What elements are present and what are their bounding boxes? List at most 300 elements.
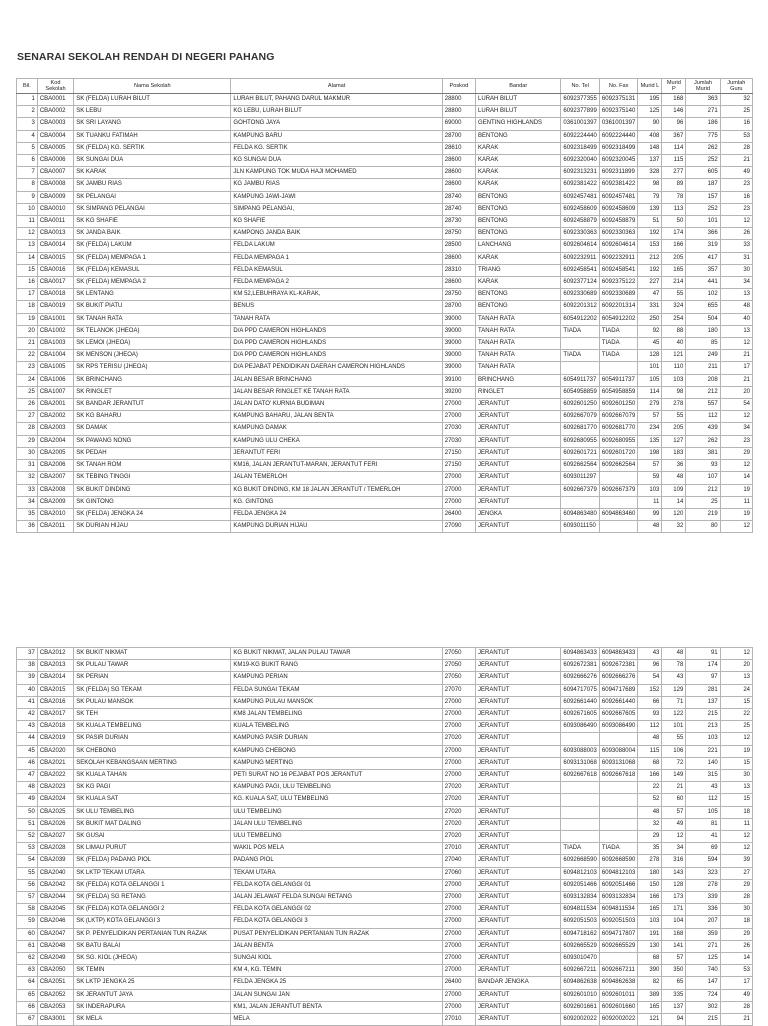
- cell-poskod: 27060: [442, 867, 475, 879]
- cell-kod-sekolah: CBA2009: [37, 496, 73, 508]
- cell-alamat: FELDA JENGKA 25: [231, 977, 442, 989]
- cell-murid-p: 12: [662, 831, 686, 843]
- cell-murid-l: 48: [638, 806, 662, 818]
- cell-alamat: D/A PEJABAT PENDIDIKAN DAERAH CAMERON HIGHLANDS: [231, 362, 442, 374]
- cell-no-tel: 6093010470: [561, 953, 600, 965]
- cell-jumlah-murid: 359: [686, 928, 720, 940]
- cell-no-fax: 6092665529: [599, 940, 638, 952]
- cell-bandar: JERANTUT: [476, 940, 561, 952]
- cell-bil: 7: [17, 167, 38, 179]
- cell-bandar: JERANTUT: [476, 472, 561, 484]
- cell-bil: 21: [17, 338, 38, 350]
- cell-jumlah-guru: 23: [720, 203, 752, 215]
- cell-bandar: TANAH RATA: [476, 313, 561, 325]
- cell-nama-sekolah: SK PAWANG NONG: [74, 435, 231, 447]
- cell-poskod: 27000: [442, 1001, 475, 1013]
- cell-bandar: JERANTUT: [476, 770, 561, 782]
- table-row: [17, 745, 753, 757]
- cell-no-tel: [561, 362, 600, 374]
- table-row: [17, 264, 753, 276]
- cell-murid-l: 92: [638, 325, 662, 337]
- cell-nama-sekolah: SK MENSON (JHEOA): [74, 350, 231, 362]
- cell-bil: 45: [17, 745, 38, 757]
- cell-kod-sekolah: CBA1001: [37, 313, 73, 325]
- header-alamat: Alamat: [231, 79, 442, 94]
- cell-kod-sekolah: CBA0009: [37, 191, 73, 203]
- cell-bandar: JERANTUT: [476, 794, 561, 806]
- cell-no-tel: 6092666276: [561, 672, 600, 684]
- cell-jumlah-murid: 315: [686, 770, 720, 782]
- cell-no-fax: 6092667618: [599, 770, 638, 782]
- cell-no-tel: 6092601661: [561, 1001, 600, 1013]
- cell-bil: 34: [17, 496, 38, 508]
- cell-murid-l: 192: [638, 264, 662, 276]
- cell-murid-l: 11: [638, 496, 662, 508]
- cell-nama-sekolah: SK PERIAN: [74, 672, 231, 684]
- cell-alamat: JALAN SUNGAI JAN: [231, 989, 442, 1001]
- cell-bil: 39: [17, 672, 38, 684]
- cell-murid-l: 166: [638, 770, 662, 782]
- cell-jumlah-murid: 25: [686, 496, 720, 508]
- cell-bandar: JERANTUT: [476, 843, 561, 855]
- cell-bil: 12: [17, 228, 38, 240]
- cell-bandar: JERANTUT: [476, 721, 561, 733]
- cell-no-fax: 6092662564: [599, 460, 638, 472]
- cell-bandar: JERANTUT: [476, 806, 561, 818]
- cell-no-fax: 6092601250: [599, 399, 638, 411]
- cell-murid-p: 60: [662, 794, 686, 806]
- table-row: [17, 472, 753, 484]
- cell-poskod: 27000: [442, 770, 475, 782]
- cell-murid-p: 32: [662, 521, 686, 533]
- cell-bil: 58: [17, 904, 38, 916]
- cell-kod-sekolah: CBA0019: [37, 301, 73, 313]
- cell-kod-sekolah: CBA2001: [37, 399, 73, 411]
- cell-bandar: JERANTUT: [476, 892, 561, 904]
- cell-poskod: 27000: [442, 879, 475, 891]
- cell-no-fax: 6093086490: [599, 721, 638, 733]
- cell-bandar: JERANTUT: [476, 411, 561, 423]
- cell-murid-l: 114: [638, 386, 662, 398]
- cell-kod-sekolah: CBA2024: [37, 794, 73, 806]
- cell-alamat: JALAN ULU TEMBELING: [231, 818, 442, 830]
- cell-bandar: JERANTUT: [476, 484, 561, 496]
- cell-bandar: JERANTUT: [476, 660, 561, 672]
- cell-bil: 11: [17, 216, 38, 228]
- cell-kod-sekolah: CBA2018: [37, 721, 73, 733]
- cell-bandar: LURAH BILUT: [476, 106, 561, 118]
- cell-bandar: KARAK: [476, 179, 561, 191]
- cell-kod-sekolah: CBA0002: [37, 106, 73, 118]
- cell-no-tel: 6092681770: [561, 423, 600, 435]
- cell-no-tel: TIADA: [561, 843, 600, 855]
- cell-bandar: RINGLET: [476, 386, 561, 398]
- cell-murid-l: 105: [638, 374, 662, 386]
- cell-murid-p: 168: [662, 928, 686, 940]
- cell-murid-p: 149: [662, 770, 686, 782]
- cell-bil: 62: [17, 953, 38, 965]
- cell-nama-sekolah: SK GINTONG: [74, 496, 231, 508]
- cell-murid-p: 104: [662, 916, 686, 928]
- cell-murid-p: 49: [662, 818, 686, 830]
- table-row: [17, 435, 753, 447]
- cell-kod-sekolah: CBA2044: [37, 892, 73, 904]
- cell-murid-l: 32: [638, 818, 662, 830]
- cell-murid-l: 51: [638, 216, 662, 228]
- cell-no-fax: 6094863460: [599, 508, 638, 520]
- cell-nama-sekolah: SK LENTANG: [74, 289, 231, 301]
- cell-murid-l: 93: [638, 709, 662, 721]
- cell-nama-sekolah: SK BUKIT MAT DALING: [74, 818, 231, 830]
- cell-no-tel: 6094863480: [561, 508, 600, 520]
- cell-kod-sekolah: CBA2012: [37, 648, 73, 660]
- cell-murid-l: 150: [638, 879, 662, 891]
- cell-murid-l: 180: [638, 867, 662, 879]
- cell-nama-sekolah: SK PELANGAI: [74, 191, 231, 203]
- cell-murid-l: 90: [638, 118, 662, 130]
- cell-murid-p: 121: [662, 350, 686, 362]
- cell-bandar: JERANTUT: [476, 867, 561, 879]
- cell-jumlah-guru: 29: [720, 879, 752, 891]
- cell-nama-sekolah: SK LEBU: [74, 106, 231, 118]
- cell-jumlah-murid: 43: [686, 782, 720, 794]
- cell-no-fax: 6092667379: [599, 484, 638, 496]
- cell-jumlah-guru: 13: [720, 672, 752, 684]
- cell-nama-sekolah: SK (FELDA) LAKUM: [74, 240, 231, 252]
- cell-jumlah-murid: 724: [686, 989, 720, 1001]
- cell-murid-l: 47: [638, 289, 662, 301]
- cell-kod-sekolah: CBA1007: [37, 386, 73, 398]
- cell-poskod: 28600: [442, 277, 475, 289]
- cell-murid-l: 227: [638, 277, 662, 289]
- cell-alamat: KAMPUNG JAWI-JAWI: [231, 191, 442, 203]
- cell-kod-sekolah: CBA0008: [37, 179, 73, 191]
- cell-bil: 49: [17, 794, 38, 806]
- cell-jumlah-guru: 12: [720, 831, 752, 843]
- table-row: [17, 106, 753, 118]
- cell-no-tel: 6092381422: [561, 179, 600, 191]
- cell-bandar: GENTING HIGHLANDS: [476, 118, 561, 130]
- cell-jumlah-guru: 23: [720, 435, 752, 447]
- cell-bil: 1: [17, 94, 38, 106]
- cell-bandar: JERANTUT: [476, 460, 561, 472]
- cell-bandar: TRIANG: [476, 264, 561, 276]
- cell-no-fax: 6092051503: [599, 916, 638, 928]
- cell-alamat: KUALA TEMBELING: [231, 721, 442, 733]
- cell-jumlah-guru: 54: [720, 399, 752, 411]
- table-row: [17, 118, 753, 130]
- cell-alamat: BENUS: [231, 301, 442, 313]
- cell-alamat: KAMPUNG PAGI, ULU TEMBELING: [231, 782, 442, 794]
- cell-jumlah-murid: 557: [686, 399, 720, 411]
- cell-bandar: JERANTUT: [476, 435, 561, 447]
- cell-bandar: JERANTUT: [476, 733, 561, 745]
- cell-alamat: ULU TEMBELING: [231, 806, 442, 818]
- cell-poskod: 28800: [442, 106, 475, 118]
- cell-murid-l: 152: [638, 684, 662, 696]
- table-row: [17, 648, 753, 660]
- cell-bil: 42: [17, 709, 38, 721]
- cell-jumlah-guru: 15: [720, 696, 752, 708]
- cell-bandar: JERANTUT: [476, 648, 561, 660]
- cell-nama-sekolah: SK LKTP JENGKA 25: [74, 977, 231, 989]
- cell-bil: 8: [17, 179, 38, 191]
- cell-nama-sekolah: SK SRI LAYANG: [74, 118, 231, 130]
- cell-jumlah-guru: 31: [720, 252, 752, 264]
- cell-no-fax: 6092661440: [599, 696, 638, 708]
- cell-murid-p: 103: [662, 374, 686, 386]
- cell-no-fax: 6092601011: [599, 989, 638, 1001]
- cell-no-fax: 6092051466: [599, 879, 638, 891]
- cell-bandar: JERANTUT: [476, 672, 561, 684]
- cell-murid-p: 21: [662, 782, 686, 794]
- table-row: [17, 216, 753, 228]
- cell-bil: 32: [17, 472, 38, 484]
- cell-jumlah-murid: 107: [686, 472, 720, 484]
- cell-jumlah-murid: 252: [686, 155, 720, 167]
- table-row: [17, 374, 753, 386]
- cell-jumlah-murid: 137: [686, 696, 720, 708]
- cell-nama-sekolah: SK ULU TEMBELING: [74, 806, 231, 818]
- cell-murid-l: 165: [638, 904, 662, 916]
- cell-alamat: FELDA KG. SERTIK: [231, 142, 442, 154]
- cell-no-tel: 6093132834: [561, 892, 600, 904]
- cell-murid-p: 165: [662, 264, 686, 276]
- cell-no-fax: [599, 362, 638, 374]
- cell-murid-l: 125: [638, 106, 662, 118]
- cell-murid-p: 324: [662, 301, 686, 313]
- cell-bandar: BANDAR JENGKA: [476, 977, 561, 989]
- cell-murid-l: 250: [638, 313, 662, 325]
- cell-no-tel: 6092377355: [561, 94, 600, 106]
- cell-murid-l: 139: [638, 203, 662, 215]
- cell-murid-p: 277: [662, 167, 686, 179]
- cell-jumlah-guru: 26: [720, 228, 752, 240]
- cell-jumlah-murid: 212: [686, 386, 720, 398]
- cell-murid-p: 96: [662, 118, 686, 130]
- cell-jumlah-murid: 363: [686, 94, 720, 106]
- cell-murid-l: 115: [638, 745, 662, 757]
- cell-jumlah-guru: 33: [720, 240, 752, 252]
- cell-jumlah-murid: 219: [686, 508, 720, 520]
- cell-bil: 18: [17, 301, 38, 313]
- cell-bandar: BENTONG: [476, 130, 561, 142]
- cell-no-tel: 6092002022: [561, 1014, 600, 1026]
- cell-jumlah-murid: 80: [686, 521, 720, 533]
- table-row: [17, 399, 753, 411]
- cell-alamat: KM8 JALAN TEMBELING: [231, 709, 442, 721]
- cell-jumlah-guru: 12: [720, 521, 752, 533]
- cell-kod-sekolah: CBA2047: [37, 928, 73, 940]
- cell-alamat: KM 52,LEBUHRAYA KL-KARAK,: [231, 289, 442, 301]
- cell-nama-sekolah: SK TANAH RATA: [74, 313, 231, 325]
- cell-no-tel: TIADA: [561, 350, 600, 362]
- cell-jumlah-murid: 336: [686, 904, 720, 916]
- cell-no-tel: 6092051466: [561, 879, 600, 891]
- cell-nama-sekolah: SK KUALA TEMBELING: [74, 721, 231, 733]
- cell-poskod: 27150: [442, 447, 475, 459]
- cell-kod-sekolah: CBA2023: [37, 782, 73, 794]
- cell-murid-p: 48: [662, 648, 686, 660]
- cell-murid-l: 153: [638, 240, 662, 252]
- cell-no-fax: TIADA: [599, 325, 638, 337]
- cell-no-fax: [599, 831, 638, 843]
- cell-nama-sekolah: SK (FELDA) KG. SERTIK: [74, 142, 231, 154]
- cell-poskod: 27020: [442, 794, 475, 806]
- cell-poskod: 27050: [442, 672, 475, 684]
- cell-poskod: 27000: [442, 757, 475, 769]
- cell-bandar: JERANTUT: [476, 447, 561, 459]
- cell-jumlah-murid: 187: [686, 179, 720, 191]
- cell-no-tel: [561, 338, 600, 350]
- cell-jumlah-murid: 97: [686, 672, 720, 684]
- cell-murid-p: 48: [662, 472, 686, 484]
- cell-nama-sekolah: SK BANDAR JERANTUT: [74, 399, 231, 411]
- table-row: [17, 782, 753, 794]
- cell-bil: 55: [17, 867, 38, 879]
- cell-poskod: 27090: [442, 521, 475, 533]
- cell-alamat: TEKAM UTARA: [231, 867, 442, 879]
- cell-alamat: JLN KAMPUNG TOK MUDA HAJI MOHAMED: [231, 167, 442, 179]
- cell-murid-p: 367: [662, 130, 686, 142]
- cell-jumlah-guru: 48: [720, 301, 752, 313]
- cell-kod-sekolah: CBA2046: [37, 916, 73, 928]
- cell-bandar: JERANTUT: [476, 904, 561, 916]
- cell-no-fax: [599, 782, 638, 794]
- cell-alamat: JALAN BESAR BRINCHANG: [231, 374, 442, 386]
- cell-bandar: JENGKA: [476, 508, 561, 520]
- cell-poskod: 28500: [442, 240, 475, 252]
- cell-bandar: JERANTUT: [476, 1001, 561, 1013]
- cell-kod-sekolah: CBA0010: [37, 203, 73, 215]
- cell-bandar: KARAK: [476, 142, 561, 154]
- cell-bil: 47: [17, 770, 38, 782]
- header-bandar: Bandar: [476, 79, 561, 94]
- cell-alamat: JERANTUT FERI: [231, 447, 442, 459]
- cell-jumlah-murid: 323: [686, 867, 720, 879]
- cell-no-tel: 6093011150: [561, 521, 600, 533]
- cell-kod-sekolah: CBA2003: [37, 423, 73, 435]
- cell-nama-sekolah: SK PULAU MANSOK: [74, 696, 231, 708]
- cell-bil: 16: [17, 277, 38, 289]
- cell-kod-sekolah: CBA0004: [37, 130, 73, 142]
- cell-bandar: JERANTUT: [476, 831, 561, 843]
- cell-poskod: 27050: [442, 648, 475, 660]
- cell-nama-sekolah: SK BRINCHANG: [74, 374, 231, 386]
- cell-bil: 19: [17, 313, 38, 325]
- cell-poskod: 27020: [442, 733, 475, 745]
- cell-kod-sekolah: CBA2049: [37, 953, 73, 965]
- cell-no-tel: 6092667618: [561, 770, 600, 782]
- cell-no-fax: [599, 818, 638, 830]
- cell-murid-l: 66: [638, 696, 662, 708]
- cell-jumlah-guru: 21: [720, 1014, 752, 1026]
- header-kod-sekolah: Kod Sekolah: [37, 79, 73, 94]
- cell-bandar: LANCHANG: [476, 240, 561, 252]
- cell-nama-sekolah: SK KARAK: [74, 167, 231, 179]
- cell-jumlah-murid: 211: [686, 362, 720, 374]
- cell-no-tel: 6094862638: [561, 977, 600, 989]
- cell-kod-sekolah: CBA2019: [37, 733, 73, 745]
- cell-alamat: KM 4, KG. TEMIN: [231, 965, 442, 977]
- cell-jumlah-guru: 21: [720, 350, 752, 362]
- cell-murid-p: 98: [662, 386, 686, 398]
- cell-murid-l: 82: [638, 977, 662, 989]
- cell-jumlah-guru: 21: [720, 374, 752, 386]
- table-row: [17, 94, 753, 106]
- cell-nama-sekolah: SK MELA: [74, 1014, 231, 1026]
- table-row: [17, 155, 753, 167]
- cell-jumlah-guru: 17: [720, 977, 752, 989]
- cell-murid-p: 65: [662, 977, 686, 989]
- cell-nama-sekolah: SK (LKTP) KOTA GELANGGI 3: [74, 916, 231, 928]
- cell-poskod: 27000: [442, 940, 475, 952]
- cell-murid-p: 174: [662, 228, 686, 240]
- table-row: [17, 252, 753, 264]
- cell-no-fax: 6092320045: [599, 155, 638, 167]
- cell-murid-l: 408: [638, 130, 662, 142]
- cell-jumlah-guru: 14: [720, 953, 752, 965]
- cell-no-fax: TIADA: [599, 350, 638, 362]
- page-title: SENARAI SEKOLAH RENDAH DI NEGERI PAHANG: [17, 51, 275, 63]
- cell-bil: 5: [17, 142, 38, 154]
- cell-jumlah-murid: 180: [686, 325, 720, 337]
- cell-bandar: BENTONG: [476, 301, 561, 313]
- cell-nama-sekolah: SK JERANTUT JAYA: [74, 989, 231, 1001]
- cell-kod-sekolah: CBA2008: [37, 484, 73, 496]
- cell-no-fax: 6092330363: [599, 228, 638, 240]
- cell-poskod: 28740: [442, 203, 475, 215]
- cell-bandar: TANAH RATA: [476, 362, 561, 374]
- cell-kod-sekolah: CBA0016: [37, 264, 73, 276]
- table-row: [17, 794, 753, 806]
- cell-murid-p: 128: [662, 879, 686, 891]
- cell-murid-l: 59: [638, 472, 662, 484]
- cell-bandar: BENTONG: [476, 228, 561, 240]
- table-row: [17, 447, 753, 459]
- cell-murid-l: 68: [638, 953, 662, 965]
- cell-alamat: WAKIL POS MELA: [231, 843, 442, 855]
- cell-murid-p: 120: [662, 508, 686, 520]
- cell-no-tel: 6092671605: [561, 709, 600, 721]
- cell-bil: 51: [17, 818, 38, 830]
- cell-murid-p: 57: [662, 806, 686, 818]
- cell-murid-l: 328: [638, 167, 662, 179]
- table-row: [17, 313, 753, 325]
- cell-alamat: TANAH RATA: [231, 313, 442, 325]
- cell-no-fax: 6094863433: [599, 648, 638, 660]
- cell-jumlah-guru: 16: [720, 118, 752, 130]
- cell-no-tel: 6092661440: [561, 696, 600, 708]
- table-row: [17, 277, 753, 289]
- cell-bil: 44: [17, 733, 38, 745]
- cell-alamat: MELA: [231, 1014, 442, 1026]
- cell-bil: 23: [17, 362, 38, 374]
- cell-bil: 20: [17, 325, 38, 337]
- cell-nama-sekolah: SK LIMAU PURUT: [74, 843, 231, 855]
- cell-no-fax: 6092667605: [599, 709, 638, 721]
- table-body-part-2: [17, 648, 753, 1026]
- cell-murid-p: 168: [662, 94, 686, 106]
- cell-murid-l: 128: [638, 350, 662, 362]
- cell-no-tel: 6092601010: [561, 989, 600, 1001]
- cell-kod-sekolah: CBA0011: [37, 216, 73, 228]
- table-row: [17, 904, 753, 916]
- cell-no-tel: 6092672381: [561, 660, 600, 672]
- cell-jumlah-murid: 262: [686, 435, 720, 447]
- cell-jumlah-murid: 504: [686, 313, 720, 325]
- cell-murid-p: 173: [662, 892, 686, 904]
